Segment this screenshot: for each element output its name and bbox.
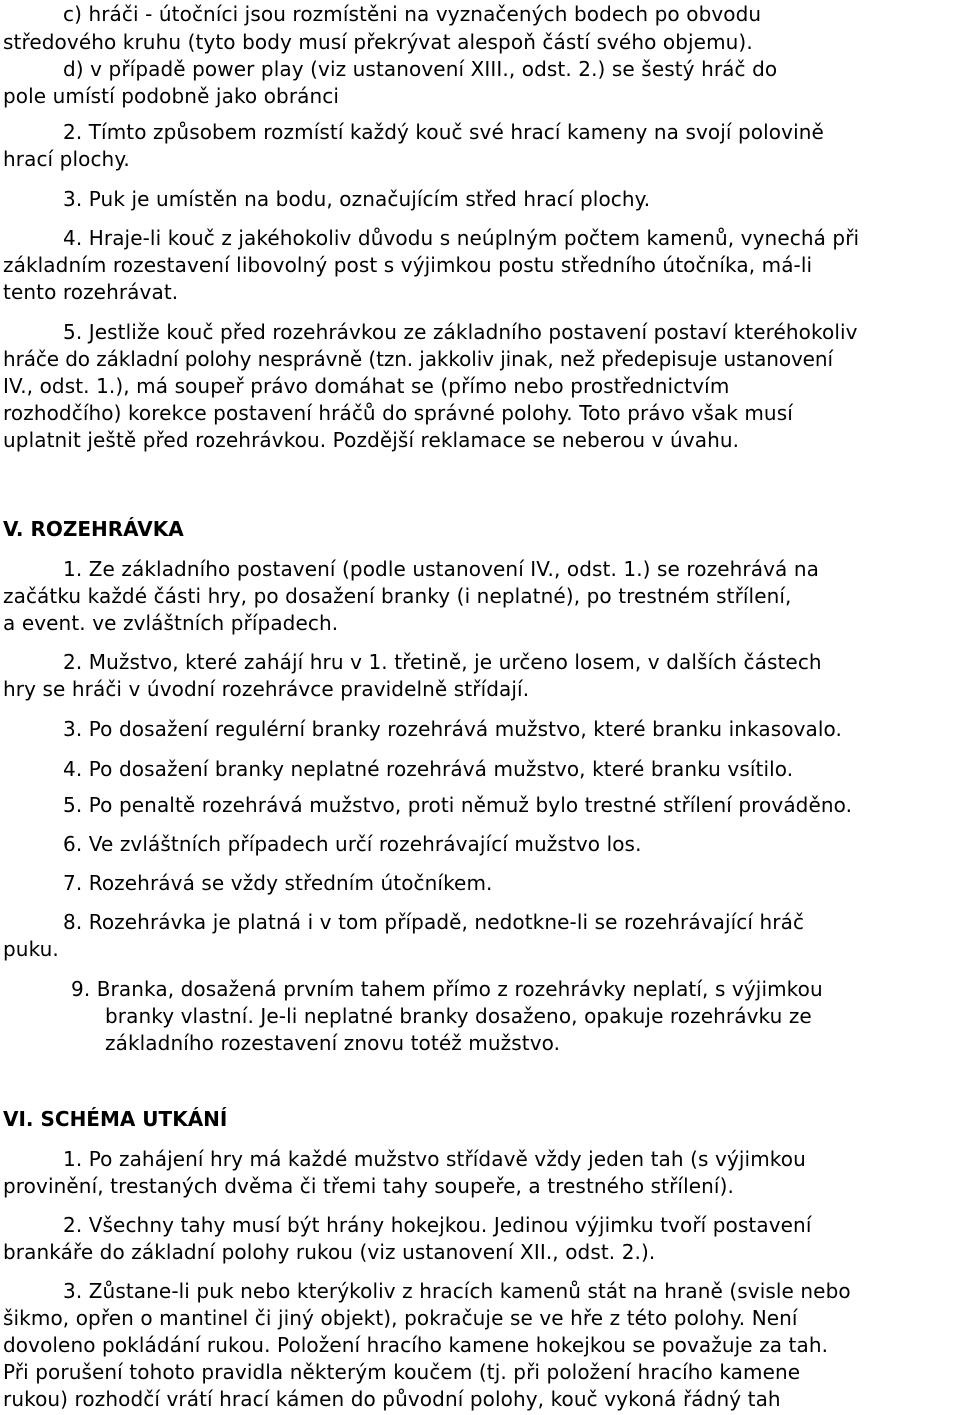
text-line: rozhodčího) korekce postavení hráčů do správné polohy. Toto právo však musí [3, 401, 793, 425]
text-line: 1. Ze základního postavení (podle ustanovení IV., odst. 1.) se rozehrává na [63, 557, 819, 581]
text-line: 6. Ve zvláštních případech určí rozehrávající mužstvo los. [63, 832, 642, 856]
text-line: d) v případě power play (viz ustanovení XIII., odst. 2.) se šestý hráč do [63, 57, 778, 81]
text-line: 5. Jestliže kouč před rozehrávkou ze základního postavení postaví kteréhokoliv [63, 320, 858, 344]
text-line: Při porušení tohoto pravidla některým koučem (tj. při položení hracího kamene [3, 1360, 801, 1384]
text-line: IV., odst. 1.), má soupeř právo domáhat se (přímo nebo prostřednictvím [3, 374, 730, 398]
text-line: provinění, trestaných dvěma či třemi tahy soupeře, a trestného střílení). [3, 1174, 734, 1198]
text-line: tento rozehrávat. [3, 280, 179, 304]
text-line: 2. Tímto způsobem rozmístí každý kouč své hrací kameny na svojí polovině [63, 120, 824, 144]
text-line: a event. ve zvláštních případech. [3, 611, 339, 635]
text-line: 4. Hraje-li kouč z jakéhokoliv důvodu s neúplným počtem kamenů, vynechá při [63, 226, 860, 250]
text-line: brankáře do základní polohy rukou (viz ustanovení XII., odst. 2.). [3, 1240, 656, 1264]
text-line: středového kruhu (tyto body musí překrývat alespoň částí svého objemu). [3, 30, 753, 54]
text-line: 2. Mužstvo, které zahájí hru v 1. třetině, je určeno losem, v dalších částech [63, 650, 822, 674]
text-line: 5. Po penaltě rozehrává mužstvo, proti němuž bylo trestné střílení prováděno. [63, 793, 853, 817]
text-line: 2. Všechny tahy musí být hrány hokejkou. Jedinou výjimku tvoří postavení [63, 1213, 812, 1237]
text-line: základním rozestavení libovolný post s výjimkou postu středního útočníka, má-li [3, 253, 813, 277]
text-line: dovoleno pokládání rukou. Položení hracího kamene hokejkou se považuje za tah. [3, 1333, 829, 1357]
text-line: 3. Puk je umístěn na bodu, označujícím střed hrací plochy. [63, 187, 651, 211]
text-line: šikmo, opřen o mantinel či jiný objekt), pokračuje se ve hře z této polohy. Není [3, 1306, 798, 1330]
text-line: 3. Zůstane-li puk nebo kterýkoliv z hracích kamenů stát na hraně (svisle nebo [63, 1279, 851, 1303]
text-line: 9. Branka, dosažená prvním tahem přímo z rozehrávky neplatí, s výjimkou [71, 977, 823, 1001]
section-heading: VI. SCHÉMA UTKÁNÍ [3, 1107, 228, 1131]
text-line: základního rozestavení znovu totéž mužstvo. [105, 1031, 561, 1055]
text-line: hry se hráči v úvodní rozehrávce pravidelně střídají. [3, 677, 530, 701]
text-line: začátku každé části hry, po dosažení branky (i neplatné), po trestném střílení, [3, 584, 792, 608]
text-line: pole umístí podobně jako obránci [3, 84, 340, 108]
text-line: 1. Po zahájení hry má každé mužstvo střídavě vždy jeden tah (s výjimkou [63, 1147, 806, 1171]
text-line: rukou) rozhodčí vrátí hrací kámen do původní polohy, kouč vykoná řádný tah [3, 1387, 781, 1411]
section-heading: V. ROZEHRÁVKA [3, 517, 184, 541]
text-line: 8. Rozehrávka je platná i v tom případě, nedotkne-li se rozehrávající hráč [63, 910, 805, 934]
text-line: uplatnit ještě před rozehrávkou. Pozdější reklamace se neberou v úvahu. [3, 428, 740, 452]
text-line: hrací plochy. [3, 147, 130, 171]
text-line: c) hráči - útočníci jsou rozmístěni na vyznačených bodech po obvodu [63, 2, 762, 26]
text-line: branky vlastní. Je-li neplatné branky dosaženo, opakuje rozehrávku ze [105, 1004, 812, 1028]
text-line: hráče do základní polohy nesprávně (tzn. jakkoliv jinak, než předepisuje ustanovení [3, 347, 833, 371]
text-line: 7. Rozehrává se vždy středním útočníkem. [63, 871, 493, 895]
text-line: puku. [3, 937, 59, 961]
text-line: 3. Po dosažení regulérní branky rozehrává mužstvo, které branku inkasovalo. [63, 717, 842, 741]
text-line: 4. Po dosažení branky neplatné rozehrává mužstvo, které branku vsítilo. [63, 757, 794, 781]
